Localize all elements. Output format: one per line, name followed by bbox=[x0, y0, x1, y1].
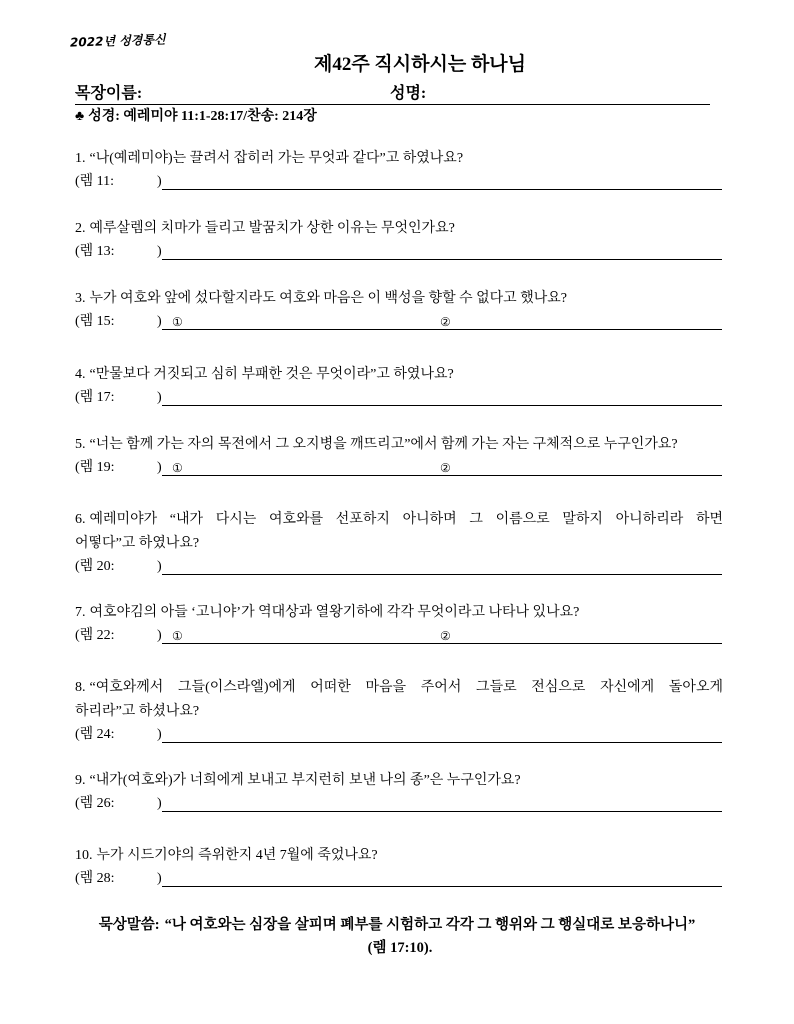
question-5 bbox=[75, 434, 723, 480]
scripture-line bbox=[75, 107, 317, 127]
verse-reference: (렘 19: bbox=[75, 460, 115, 475]
meditation-text: “나 여호와는 심장을 살피며 폐부를 시험하고 각각 그 행위와 그 행실대로 보응하나니” bbox=[164, 917, 696, 933]
question-4 bbox=[75, 364, 723, 410]
question-9 bbox=[75, 770, 723, 816]
scripture-text: 성경: 예레미야 11:1-28:17/찬송: 214장 bbox=[88, 109, 317, 124]
question-number: 1. bbox=[75, 151, 86, 166]
verse-reference: (렘 26: bbox=[75, 796, 115, 811]
question-2 bbox=[75, 218, 723, 264]
verse-reference: (렘 24: bbox=[75, 727, 115, 742]
answer-blank bbox=[162, 405, 722, 406]
verse-reference: (렘 11: bbox=[75, 174, 115, 189]
question-number: 10. bbox=[75, 848, 93, 863]
question-text bbox=[75, 148, 723, 172]
question-text bbox=[75, 770, 723, 794]
reference-close: ) bbox=[157, 244, 162, 259]
answer-marker-2: ② bbox=[440, 461, 451, 475]
info-row bbox=[75, 84, 710, 105]
question-line: “여호와께서 그들(이스라엘)에게 어떠한 마음을 주어서 그들로 전심으로 자신에게 돌아오게 bbox=[89, 680, 723, 695]
question-text bbox=[75, 677, 723, 701]
answer-row bbox=[75, 458, 723, 480]
verse-reference: (렘 15: bbox=[75, 314, 115, 329]
question-1 bbox=[75, 148, 723, 194]
club-icon: ♣ bbox=[75, 109, 85, 124]
answer-marker-1: ① bbox=[172, 461, 183, 475]
group-name-label: 목장이름: bbox=[75, 85, 143, 102]
answer-row bbox=[75, 242, 723, 264]
question-line: 누가 여호와 앞에 섰다할지라도 여호와 마음은 이 백성을 향할 수 없다고 했나요? bbox=[89, 291, 567, 306]
answer-marker-1: ① bbox=[172, 315, 183, 329]
question-text-continued bbox=[75, 701, 723, 725]
question-line: “너는 함께 가는 자의 목전에서 그 오지병을 깨뜨리고”에서 함께 가는 자는 구체적으로 누구인가요? bbox=[89, 437, 678, 452]
reference-close: ) bbox=[157, 727, 162, 742]
answer-marker-2: ② bbox=[440, 629, 451, 643]
header-note: 2022년 성경통신 bbox=[69, 32, 166, 50]
meditation-reference: (렘 17:10). bbox=[367, 940, 433, 956]
answer-blank bbox=[162, 189, 722, 190]
meditation-verse bbox=[40, 914, 754, 936]
question-7 bbox=[75, 602, 723, 648]
question-number: 5. bbox=[75, 437, 86, 452]
answer-row bbox=[75, 388, 723, 410]
question-line: “나(예레미야)는 끌려서 잡히러 가는 무엇과 같다”고 하였나요? bbox=[89, 151, 464, 166]
question-text bbox=[75, 845, 723, 869]
question-line: “만물보다 거짓되고 심히 부패한 것은 무엇이라”고 하였나요? bbox=[89, 367, 454, 382]
question-line: 누가 시드기야의 즉위한지 4년 7월에 죽었나요? bbox=[96, 848, 378, 863]
page-title: 제42주 직시하시는 하나님 bbox=[313, 54, 527, 75]
question-text bbox=[75, 364, 723, 388]
answer-blank bbox=[162, 574, 722, 575]
question-number: 3. bbox=[75, 291, 86, 306]
answer-row bbox=[75, 312, 723, 334]
question-8 bbox=[75, 677, 723, 747]
answer-blank bbox=[162, 742, 722, 743]
reference-close: ) bbox=[157, 314, 162, 329]
verse-reference: (렘 22: bbox=[75, 628, 115, 643]
reference-close: ) bbox=[157, 390, 162, 405]
question-number: 7. bbox=[75, 605, 86, 620]
question-text bbox=[75, 509, 723, 533]
meditation-label: 묵상말씀: bbox=[98, 917, 160, 933]
reference-close: ) bbox=[157, 460, 162, 475]
question-line: 예루살렘의 치마가 들리고 발꿈치가 상한 이유는 무엇인가요? bbox=[89, 221, 455, 236]
question-number: 9. bbox=[75, 773, 86, 788]
verse-reference: (렘 28: bbox=[75, 871, 115, 886]
answer-row bbox=[75, 725, 723, 747]
answer-blank bbox=[162, 811, 722, 812]
question-line: 예레미야가 “내가 다시는 여호와를 선포하지 아니하며 그 이름으로 말하지 아니하리라 하면 bbox=[89, 512, 723, 527]
question-number: 2. bbox=[75, 221, 86, 236]
verse-reference: (렘 20: bbox=[75, 559, 115, 574]
question-text bbox=[75, 602, 723, 626]
question-6 bbox=[75, 509, 723, 579]
reference-close: ) bbox=[157, 628, 162, 643]
question-line: 하리라”고 하셨나요? bbox=[75, 704, 200, 719]
answer-row bbox=[75, 794, 723, 816]
answer-marker-2: ② bbox=[440, 315, 451, 329]
verse-reference: (렘 17: bbox=[75, 390, 115, 405]
answer-blank bbox=[162, 886, 722, 887]
reference-close: ) bbox=[157, 559, 162, 574]
question-3 bbox=[75, 288, 723, 334]
reference-close: ) bbox=[157, 174, 162, 189]
question-line: 어떻다”고 하였나요? bbox=[75, 536, 200, 551]
question-number: 8. bbox=[75, 680, 86, 695]
answer-row bbox=[75, 869, 723, 891]
reference-close: ) bbox=[157, 796, 162, 811]
question-line: 여호야김의 아들 ‘고니야’가 역대상과 열왕기하에 각각 무엇이라고 나타나 있나요? bbox=[89, 605, 580, 620]
question-text-continued bbox=[75, 533, 723, 557]
answer-blank bbox=[162, 259, 722, 260]
question-text bbox=[75, 288, 723, 312]
answer-marker-1: ① bbox=[172, 629, 183, 643]
question-text bbox=[75, 434, 723, 458]
answer-row bbox=[75, 626, 723, 648]
question-number: 6. bbox=[75, 512, 86, 527]
question-line: “내가(여호와)가 너희에게 보내고 부지런히 보낸 나의 종”은 누구인가요? bbox=[89, 773, 521, 788]
answer-row bbox=[75, 172, 723, 194]
answer-row bbox=[75, 557, 723, 579]
person-name-label: 성명: bbox=[390, 85, 427, 102]
question-10 bbox=[75, 845, 723, 891]
question-number: 4. bbox=[75, 367, 86, 382]
question-text bbox=[75, 218, 723, 242]
verse-reference: (렘 13: bbox=[75, 244, 115, 259]
reference-close: ) bbox=[157, 871, 162, 886]
